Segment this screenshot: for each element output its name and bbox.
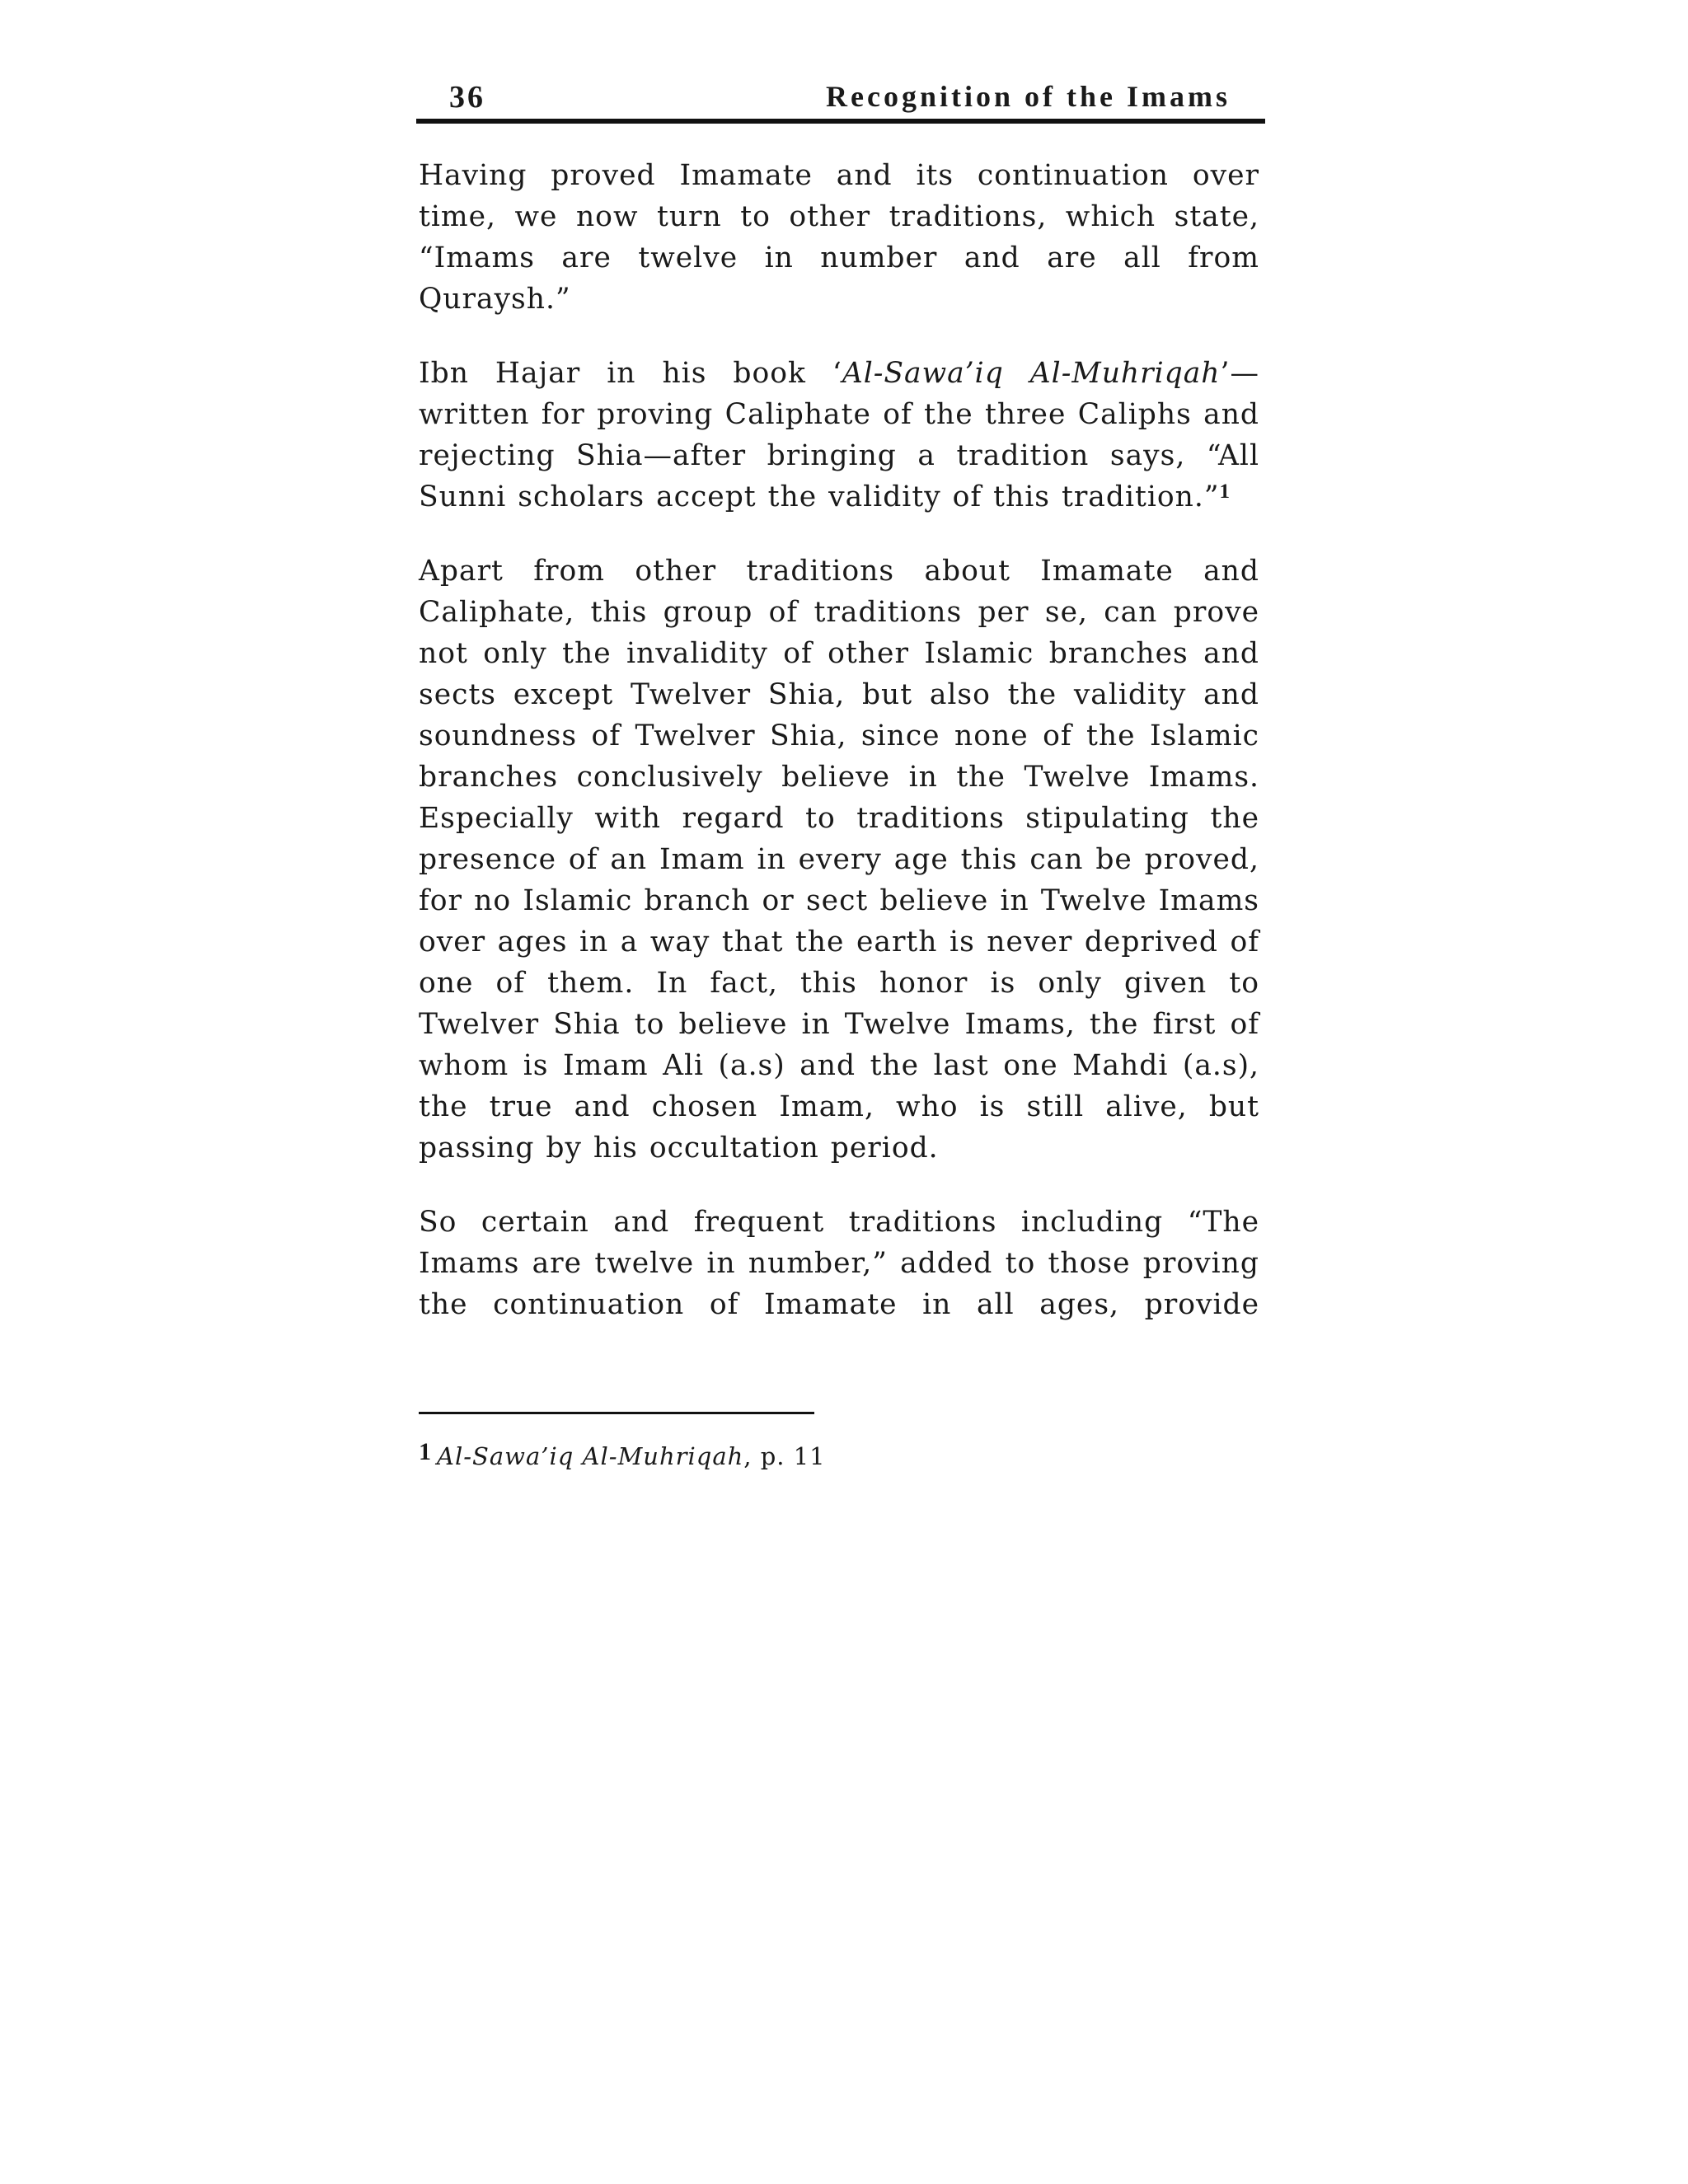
paragraph-2 bbox=[419, 353, 1259, 518]
footnote bbox=[419, 1436, 826, 1473]
page-header bbox=[416, 79, 1265, 124]
paragraph-1: Having proved Imamate and its continuation over time, we now turn to other traditions, which state, “Imams are twelve in number and are all from Quraysh.” bbox=[419, 159, 1259, 316]
footnote-page-ref: , p. 11 bbox=[743, 1442, 826, 1470]
paragraph-2-text-end: ’—written for proving Caliphate of the three Caliphs and rejecting Shia—after bringing a tradition says, “All Sunni scholars accept the validity of this tradition.” bbox=[419, 357, 1259, 513]
page-number: 36 bbox=[449, 80, 485, 115]
paragraph-3: Apart from other traditions about Imamate and Caliphate, this group of traditions per se, can prove not only the invalidity of other Islamic branches and sects except Twelver Shia, but also the validity and soundness of Twelver Shia, since none of the Islamic branches conclusively believe in the Twelve Imams. Especially with regard to traditions stipulating the presence of an Imam in every age this can be proved, for no Islamic branch or sect believe in Twelve Imams over ages in a way that the earth is never deprived of one of them. In fact, this honor is only given to Twelver Shia to believe in Twelve Imams, the first of whom is Imam Ali (a.s) and the last one Mahdi (a.s), the true and chosen Imam, who is still alive, but passing by his occultation period. bbox=[419, 555, 1259, 1165]
book-title: Al-Sawa’iq Al-Muhriqah bbox=[842, 357, 1221, 390]
paragraph-2-text-start: Ibn Hajar in his book ‘ bbox=[419, 357, 842, 390]
footnote-reference[interactable]: 1 bbox=[1219, 480, 1231, 503]
footnote-source-title: Al-Sawa’iq Al-Muhriqah bbox=[437, 1442, 744, 1470]
paragraph-4: So certain and frequent traditions including “The Imams are twelve in number,” added to those proving the continuation of Imamate in all ages, provide bbox=[419, 1206, 1259, 1321]
footnote-number: 1 bbox=[419, 1438, 432, 1465]
body-text bbox=[419, 155, 1259, 1358]
footnote-divider bbox=[419, 1412, 814, 1414]
running-title: Recognition of the Imams bbox=[826, 80, 1231, 113]
